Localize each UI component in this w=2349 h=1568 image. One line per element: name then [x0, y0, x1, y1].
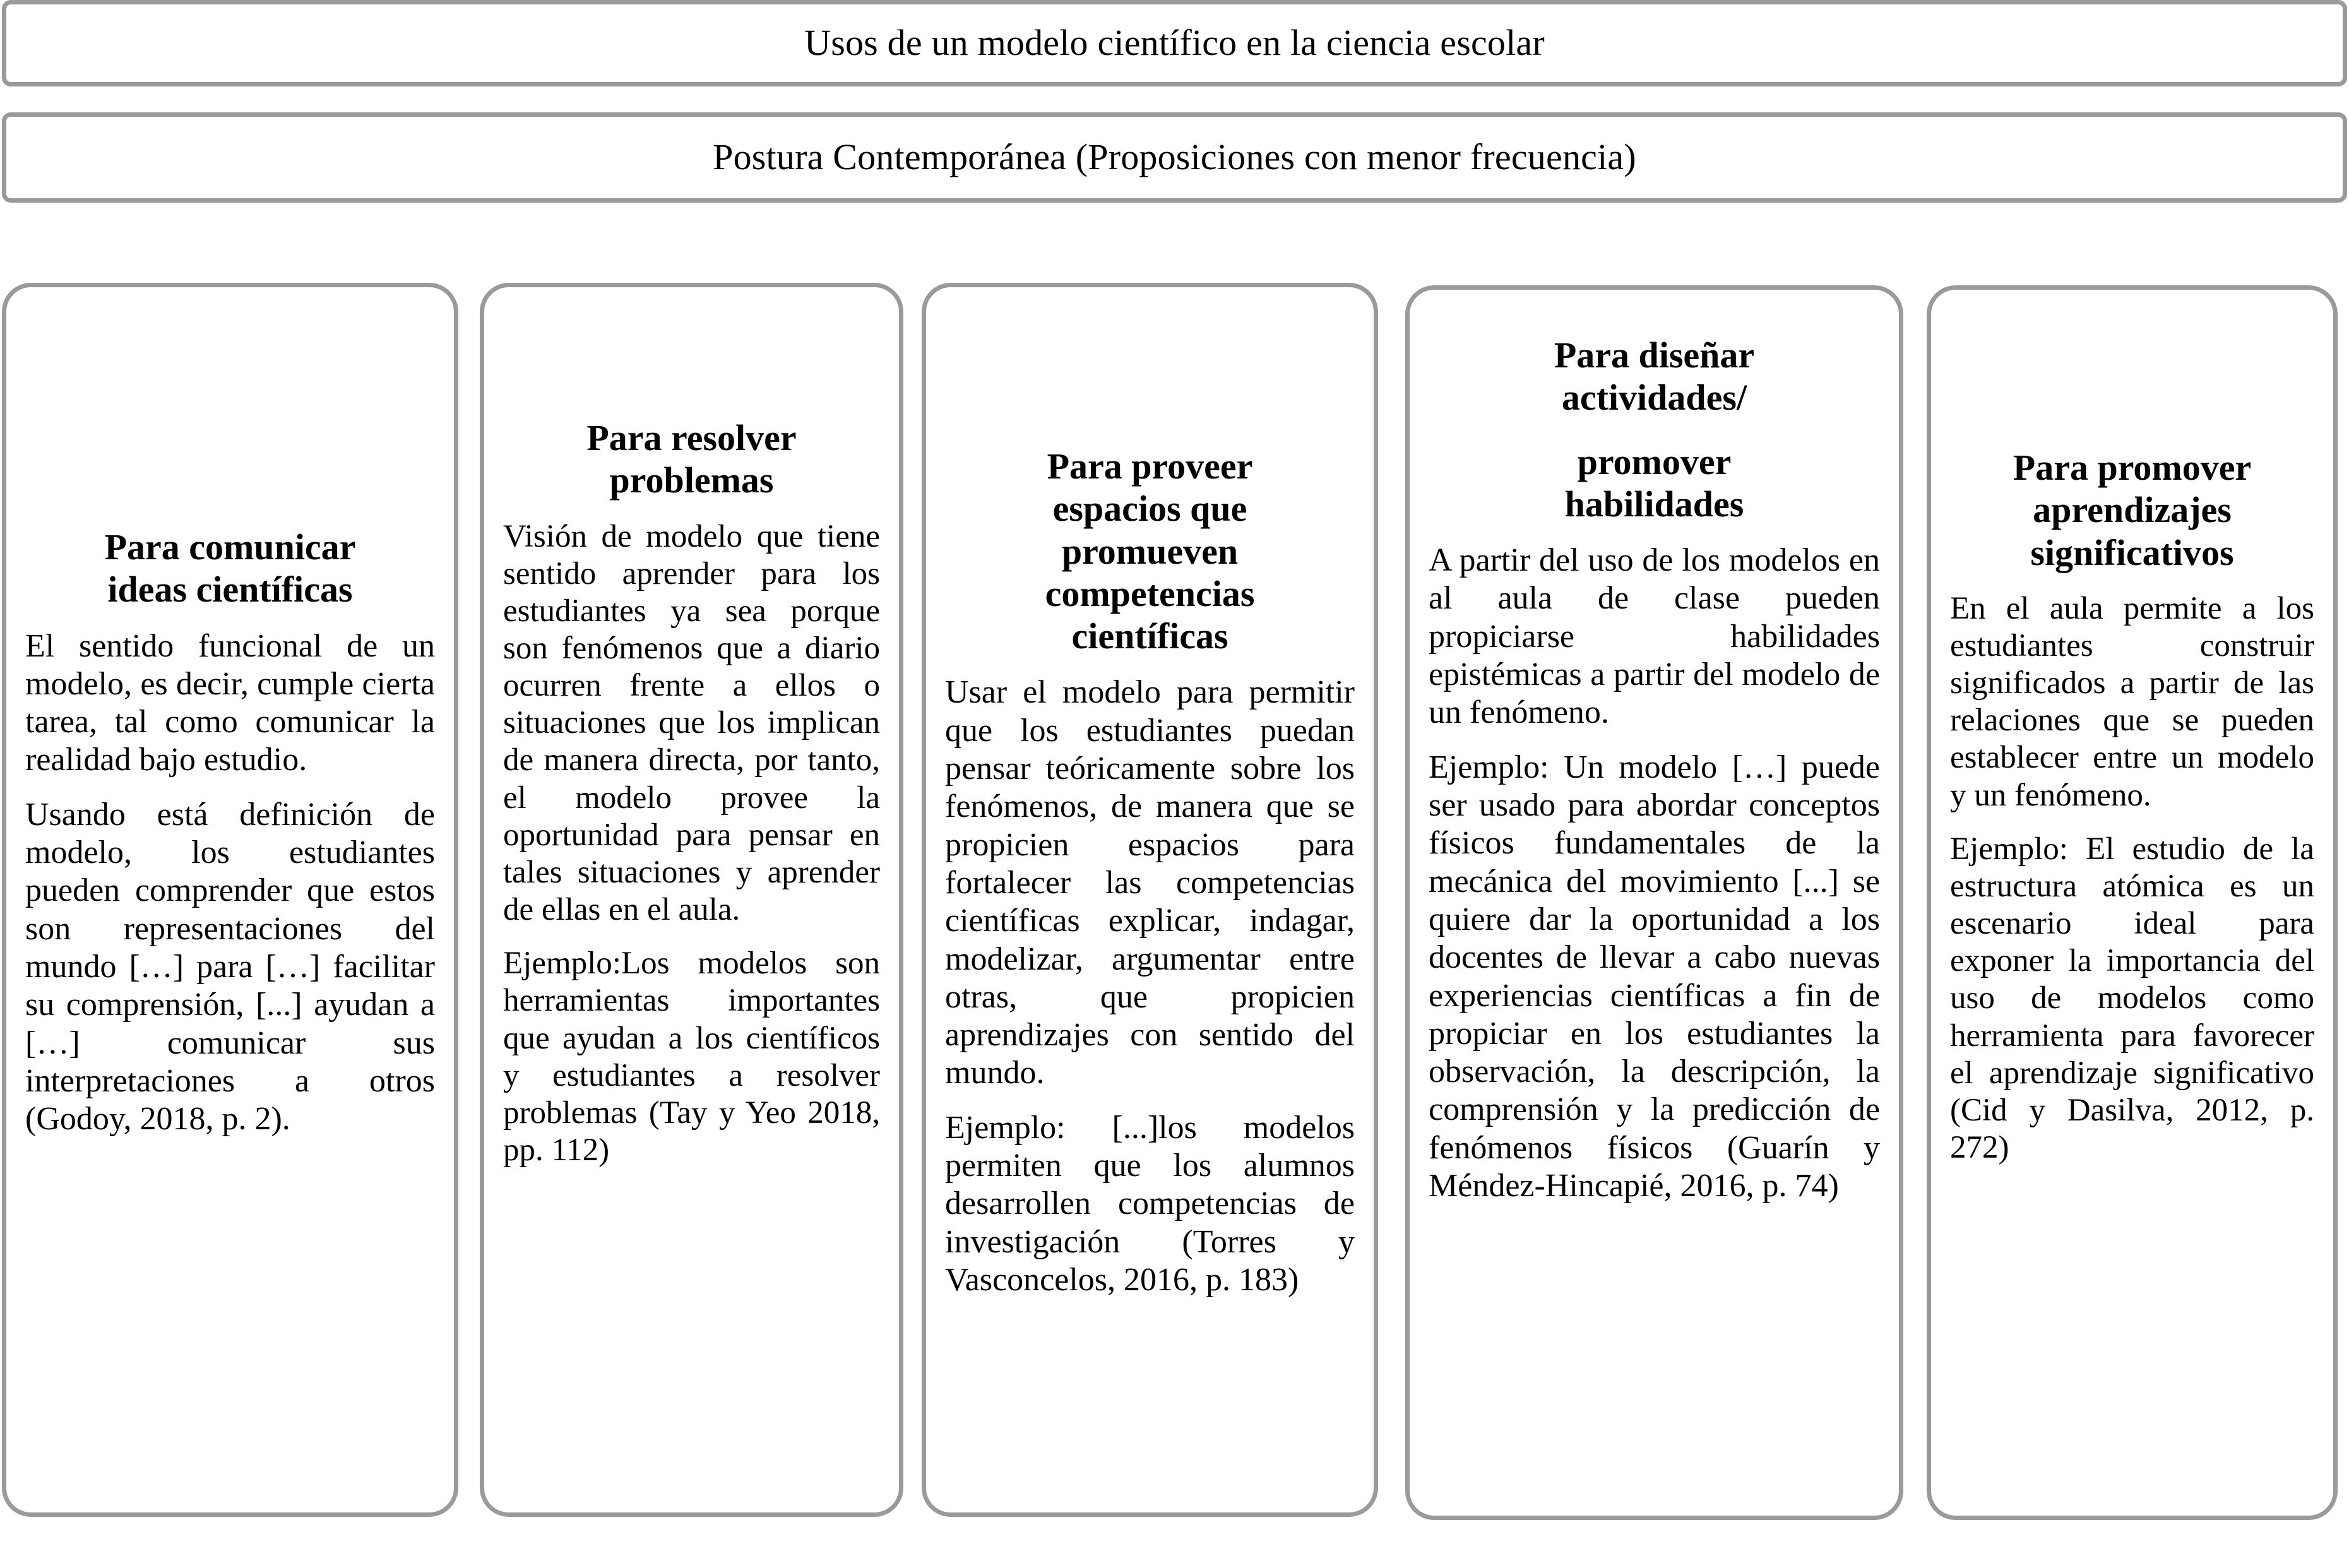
- diagram-subtitle: Postura Contemporánea (Proposiciones con menor frecuencia): [713, 136, 1636, 178]
- card-paragraph: Usar el modelo para permitir que los estudiantes puedan pensar teóricamente sobre los fenómenos, de manera que se propicien espacios para fortalecer las competencias científicas explicar, indagar, modelizar, argumentar entre otras, que propicien aprendizajes con sentido del mundo.: [945, 674, 1355, 1091]
- card-title-line: habilidades: [1564, 483, 1744, 525]
- diagram-title: Usos de un modelo científico en la ciencia escolar: [804, 22, 1545, 64]
- category-card-disenar-actividades-promover-habilidades: [1405, 285, 1903, 1520]
- card-paragraph: El sentido funcional de un modelo, es decir, cumple cierta tarea, tal como comunicar la realidad bajo estudio.: [25, 627, 435, 778]
- card-title-line: Para proveer: [1047, 446, 1253, 487]
- card-title-line: promover: [1577, 441, 1732, 482]
- category-card-espacios-competencias-cientificas: [922, 283, 1378, 1517]
- card-title: [945, 445, 1355, 657]
- card-title-line: actividades/: [1561, 377, 1747, 419]
- card-body: [1429, 542, 1880, 1205]
- card-paragraph: Ejemplo: Un modelo […] puede ser usado para abordar conceptos físicos fundamentales de la mecánica del movimiento [...] se quiere dar la oportunidad a los docentes de llevar a cabo nuevas experiencias científicas a fin de propiciar en los estudiantes la observación, la descripción, la comprensión y la predicción de fenómenos físicos (Guarín y Méndez-Hincapié, 2016, p. 74): [1429, 749, 1880, 1204]
- card-body: [1950, 590, 2314, 1167]
- card-paragraph: Visión de modelo que tiene sentido aprender para los estudiantes ya sea porque son fenómenos que a diario ocurren frente a ellos o situaciones que los implican de manera directa, por tanto, el modelo provee la oportunidad para pensar en tales situaciones y aprender de ellas en el aula.: [503, 518, 880, 928]
- card-title-line: espacios que: [1052, 488, 1247, 530]
- category-card-resolver-problemas: [480, 283, 903, 1517]
- category-card-comunicar-ideas-cientificas: [2, 283, 458, 1517]
- card-body: [25, 627, 435, 1139]
- card-title-line: problemas: [609, 460, 774, 501]
- card-title: [1429, 334, 1880, 525]
- card-title-line: Para resolver: [586, 417, 797, 458]
- card-title-line: científicas: [1071, 615, 1228, 657]
- card-title-line: significativos: [2030, 532, 2234, 573]
- card-title-line: competencias: [1045, 573, 1255, 614]
- card-paragraph: En el aula permite a los estudiantes construir significados a partir de las relaciones que se pueden establecer entre un modelo y un fenómeno.: [1950, 590, 2314, 813]
- card-paragraph: Ejemplo:Los modelos son herramientas importantes que ayudan a los científicos y estudiantes a resolver problemas (Tay y Yeo 2018, pp. 112): [503, 946, 880, 1168]
- card-title-line: promueven: [1061, 530, 1239, 572]
- card-title-line: Para promover: [2013, 447, 2252, 488]
- card-title: [1950, 446, 2314, 574]
- card-paragraph: Usando está definición de modelo, los estudiantes pueden comprender que estos son representaciones del mundo […] para […] facilitar su comprensión, [...] ayudan a […] comunicar sus interpretaciones a otros (Godoy, 2018, p. 2).: [25, 796, 435, 1137]
- card-title-line: aprendizajes: [2033, 489, 2232, 531]
- card-title: [25, 526, 435, 611]
- card-body: [945, 674, 1355, 1299]
- card-title: [503, 417, 880, 502]
- card-paragraph: Ejemplo: El estudio de la estructura atómica es un escenario ideal para exponer la importancia del uso de modelos como herramienta para favorecer el aprendizaje significativo (Cid y Dasilva, 2012, p. 272): [1950, 831, 2314, 1165]
- card-title-line: Para comunicar: [104, 526, 356, 567]
- card-title-line: Para diseñar: [1554, 335, 1755, 376]
- card-paragraph: Ejemplo: [...]los modelos permiten que los alumnos desarrollen competencias de investigación (Torres y Vasconcelos, 2016, p. 183): [945, 1109, 1355, 1298]
- category-card-promover-aprendizajes-significativos: [1927, 285, 2338, 1520]
- card-body: [503, 518, 880, 1170]
- card-title-line: ideas científicas: [107, 569, 353, 610]
- card-title-spacer: [1429, 419, 1880, 441]
- card-paragraph: A partir del uso de los modelos en al aula de clase pueden propiciarse habilidades epistémicas a partir del modelo de un fenómeno.: [1429, 542, 1880, 731]
